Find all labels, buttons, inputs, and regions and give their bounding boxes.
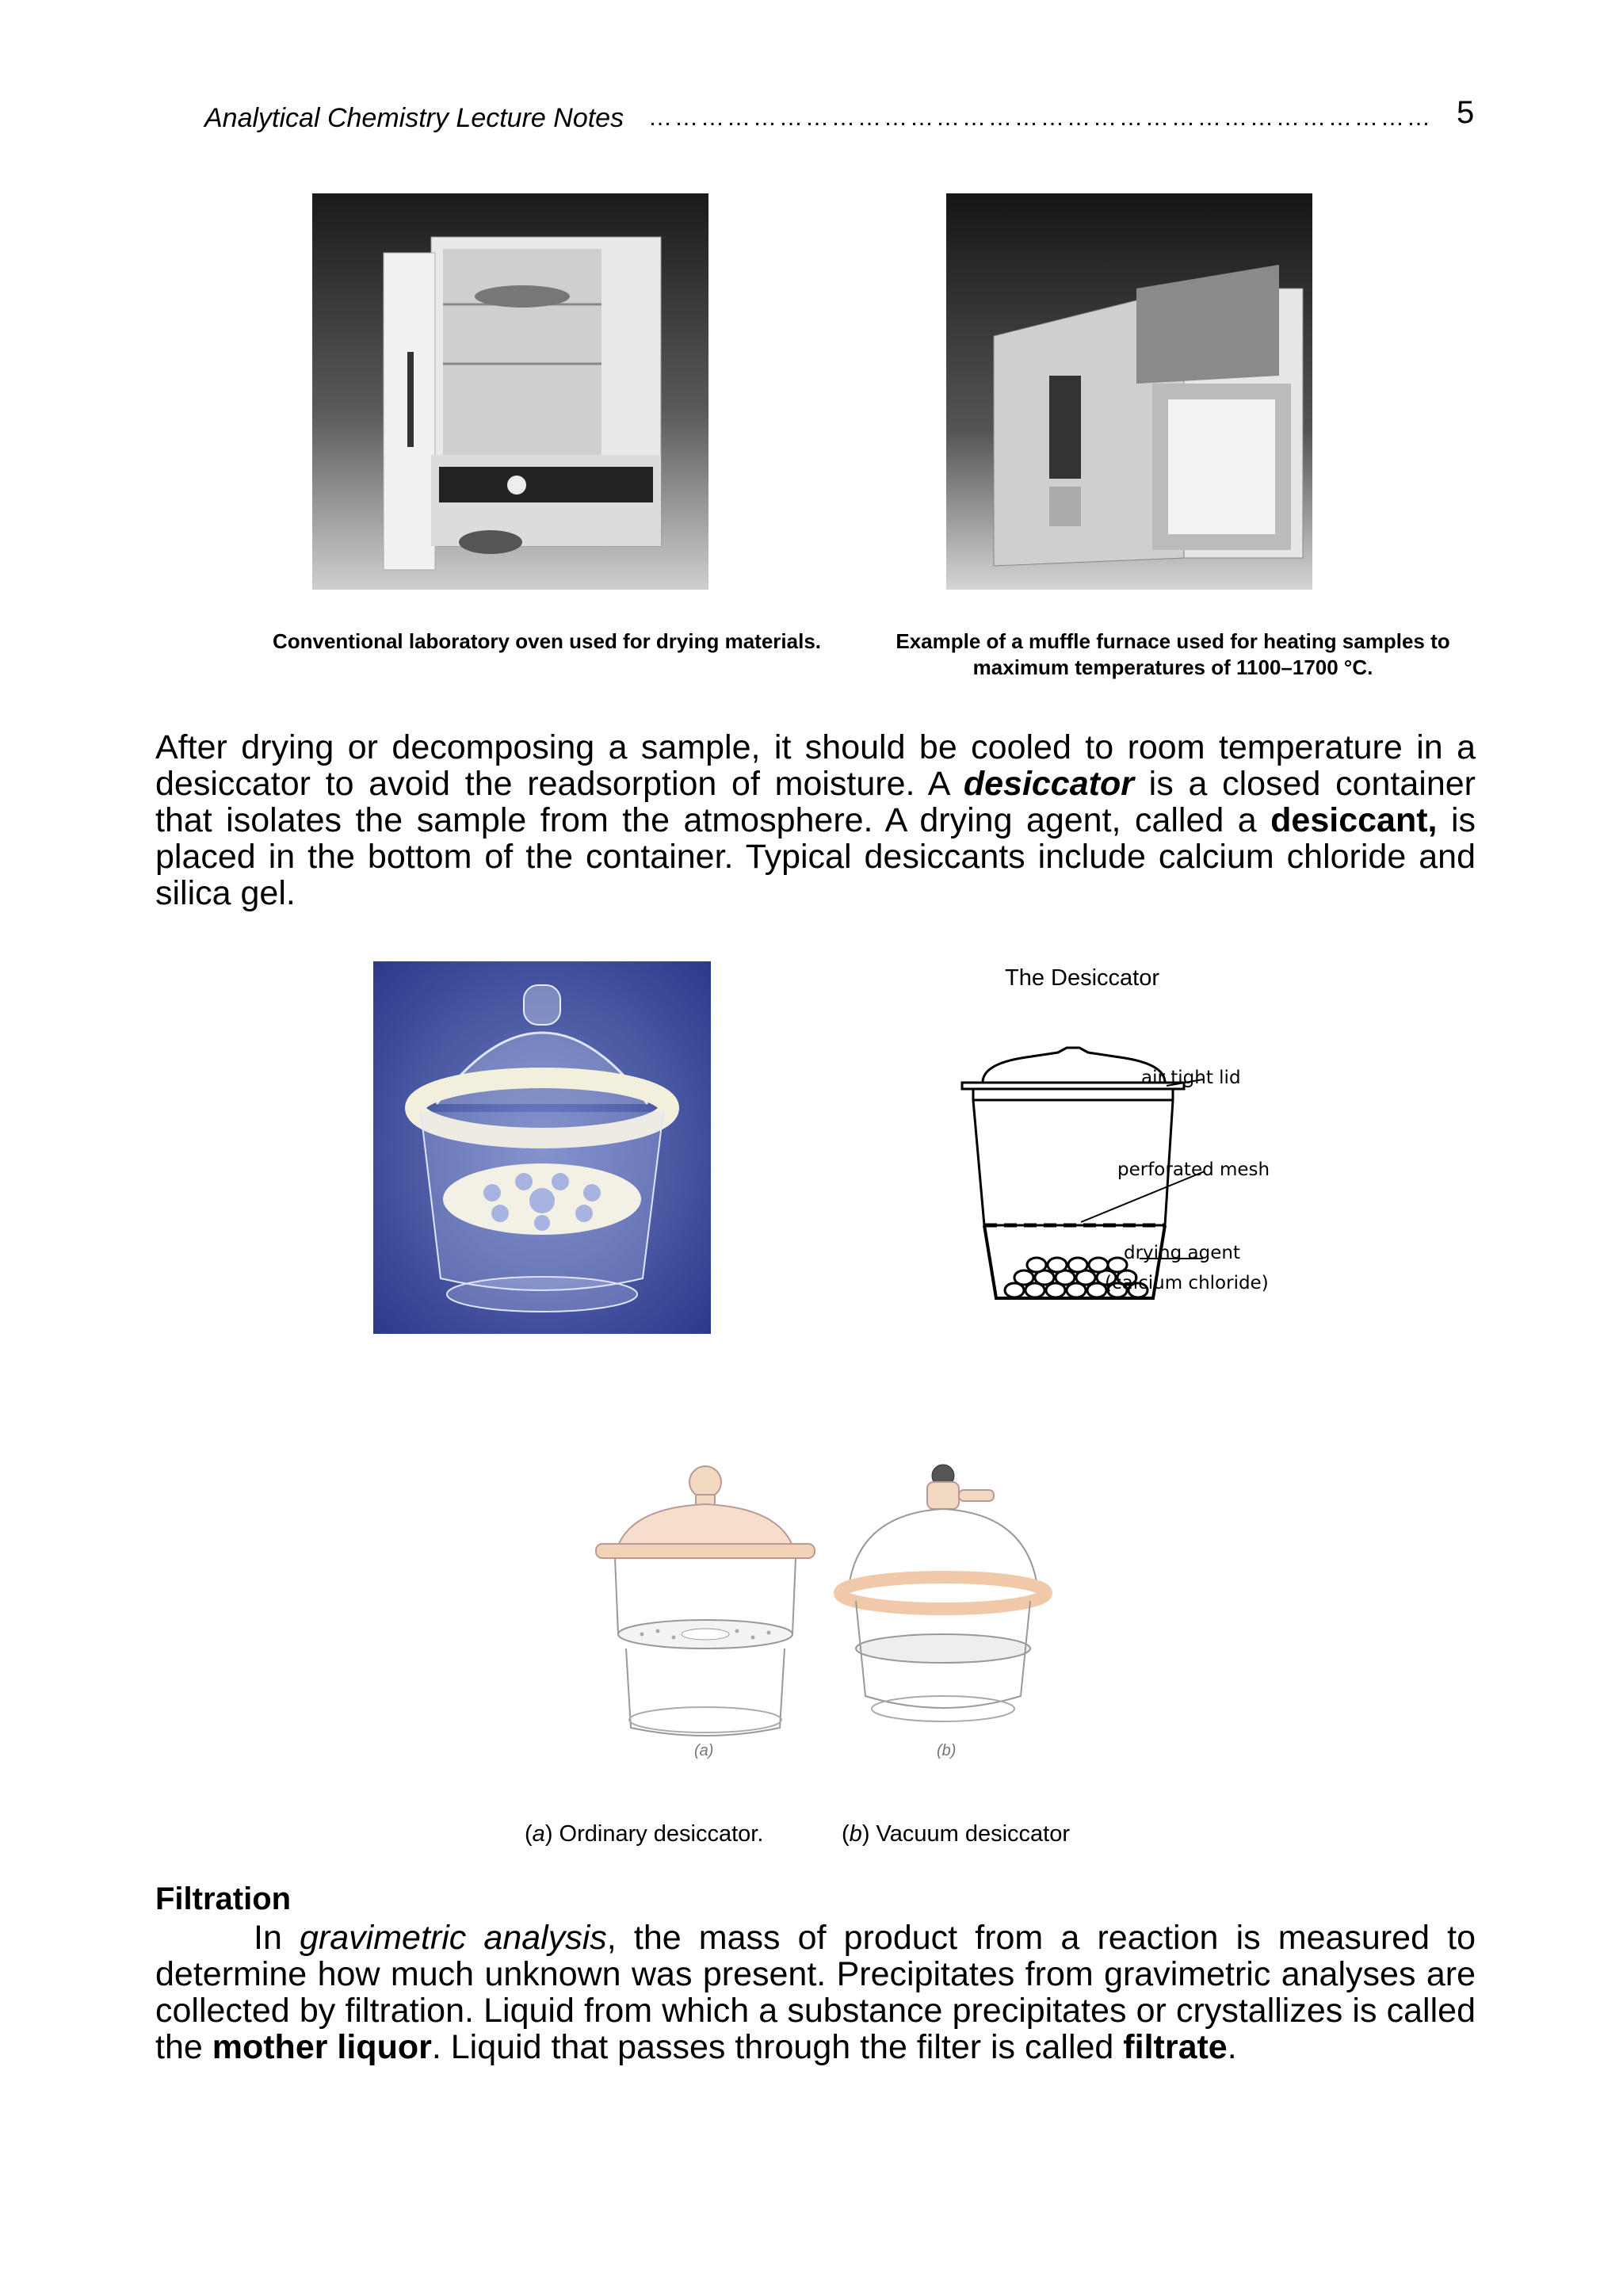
filtration-text-3: . Liquid that passes through the filter is called <box>431 2028 1124 2066</box>
oven-caption: Conventional laboratory oven used for drying materials. <box>272 629 822 653</box>
caption-ordinary-desiccator: (a) Ordinary desiccator. <box>525 1821 764 1847</box>
caption-a-letter: a <box>532 1821 545 1847</box>
para1-text-2: is a closed container that isolates the sample from the atmosphere. A drying agent, called a <box>155 765 1476 839</box>
label-perforated-mesh: perforated mesh <box>1117 1159 1270 1180</box>
diagram-title: The Desiccator <box>1005 965 1160 991</box>
furnace-caption-line2: maximum temperatures of 1100–1700 °C. <box>972 655 1373 679</box>
drawing-label-a: (a) <box>694 1742 714 1759</box>
filtration-heading: Filtration <box>155 1881 292 1916</box>
filtration-text-1: In <box>254 1919 300 1957</box>
desiccator-drawings <box>586 1458 1078 1767</box>
desiccator-photo <box>373 961 711 1334</box>
caption-b-letter: b <box>849 1821 862 1847</box>
drawing-label-b: (b) <box>937 1742 957 1759</box>
header-title: Analytical Chemistry Lecture Notes <box>204 103 624 133</box>
term-gravimetric-analysis: gravimetric analysis <box>300 1919 607 1957</box>
para1-text-3: is placed in the bottom of the container. Typical desiccants include calcium chloride and silica gel. <box>155 801 1476 912</box>
page-number: 5 <box>1457 95 1475 130</box>
term-desiccator: desiccator <box>963 765 1134 803</box>
furnace-caption <box>864 628 1482 681</box>
oven-photo <box>312 193 708 590</box>
filtration-text-4: . <box>1227 2028 1237 2066</box>
term-desiccant: desiccant, <box>1270 801 1438 839</box>
desiccator-paragraph <box>155 729 1476 911</box>
header-leader-dots: ……………………………………………………………………………… <box>648 105 1433 131</box>
muffle-furnace-photo <box>946 193 1312 590</box>
filtration-text-2: , the mass of product from a reaction is measured to determine how much unknown was present. Precipitates from gravimetric analyses are collected by filtration. Liquid from which a substance precipitates or crystallizes is called the <box>155 1919 1476 2066</box>
label-air-tight-lid: air tight lid <box>1141 1068 1241 1088</box>
label-drying-agent: drying agent <box>1124 1243 1240 1263</box>
caption-vacuum-desiccator: (b) Vacuum desiccator <box>842 1821 1070 1847</box>
furnace-caption-line1: Example of a muffle furnace used for heating samples to <box>896 629 1450 653</box>
filtration-paragraph <box>155 1920 1476 2065</box>
para1-text-1: After drying or decomposing a sample, it should be cooled to room temperature in a desiccator to avoid the readsorption of moisture. A <box>155 728 1476 803</box>
label-calcium-chloride: (calcium chloride) <box>1105 1273 1269 1293</box>
caption-b-text: ) Vacuum desiccator <box>861 1821 1070 1847</box>
caption-a-text: Ordinary desiccator. <box>552 1821 764 1847</box>
term-filtrate: filtrate <box>1123 2028 1228 2066</box>
term-mother-liquor: mother liquor <box>212 2028 432 2066</box>
